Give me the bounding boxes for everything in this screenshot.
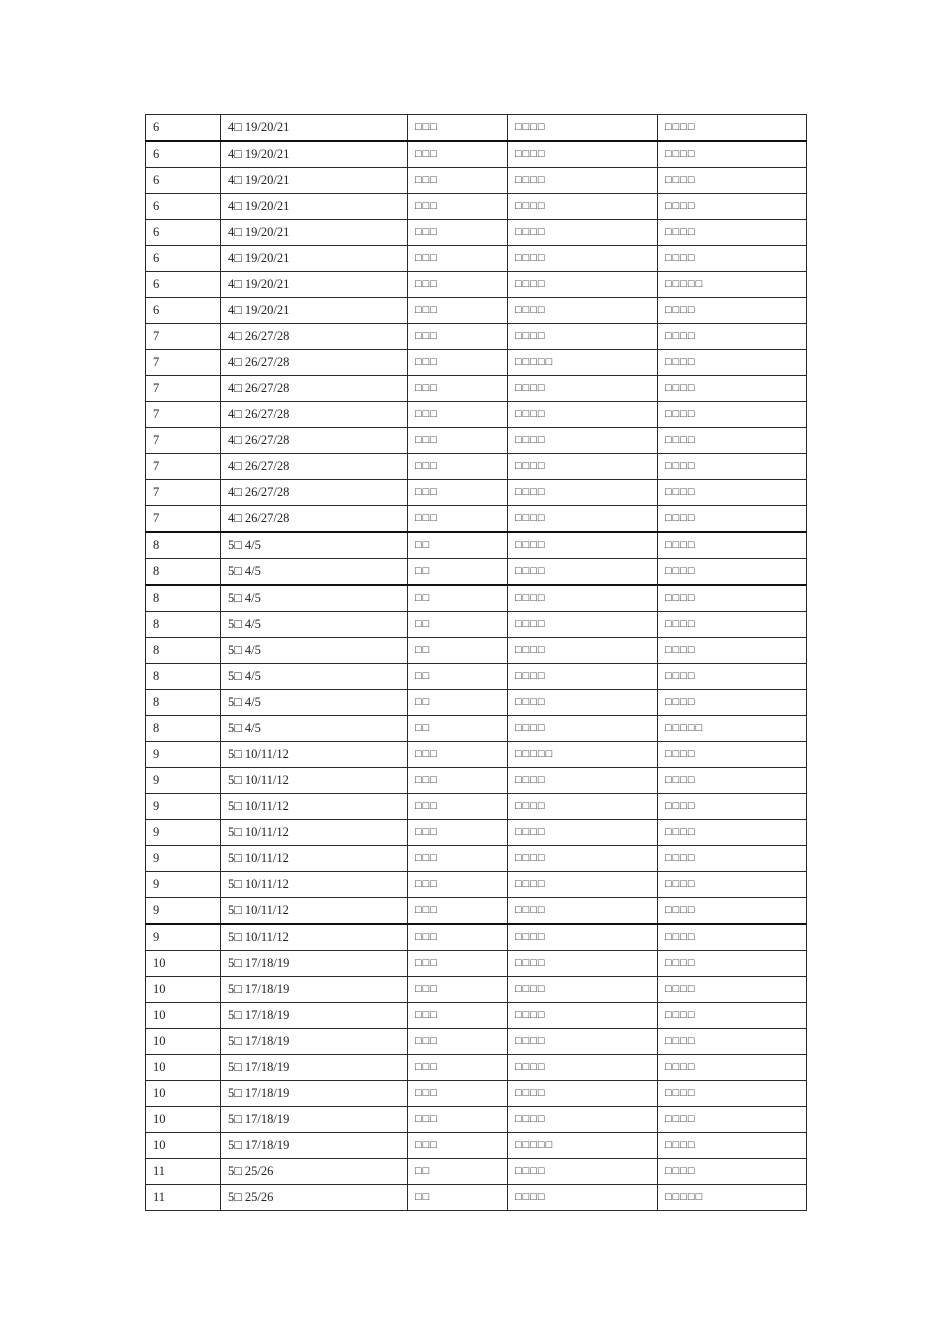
col4-cell: □□□□ [508,115,658,142]
col5-cell: □□□□□ [658,272,807,298]
date-cell: 5□ 17/18/19 [221,1081,408,1107]
table-row [146,872,807,898]
table-row [146,1107,807,1133]
table-row [146,1133,807,1159]
col4-cell: □□□□ [508,324,658,350]
col4-cell: □□□□ [508,898,658,925]
col5-cell: □□□□ [658,454,807,480]
date-cell: 4□ 19/20/21 [221,168,408,194]
table-row [146,350,807,376]
col3-cell: □□□ [408,1133,508,1159]
col3-cell: □□□ [408,246,508,272]
col3-cell: □□□ [408,350,508,376]
week-cell: 11 [146,1185,221,1211]
week-cell: 6 [146,220,221,246]
col4-cell: □□□□ [508,820,658,846]
table-row [146,664,807,690]
table-row [146,272,807,298]
col3-cell: □□ [408,664,508,690]
date-cell: 5□ 10/11/12 [221,924,408,951]
col4-cell: □□□□ [508,559,658,586]
week-cell: 7 [146,350,221,376]
col4-cell: □□□□ [508,454,658,480]
week-cell: 6 [146,141,221,168]
table-row [146,977,807,1003]
table-row [146,480,807,506]
col4-cell: □□□□□ [508,1133,658,1159]
week-cell: 6 [146,298,221,324]
col5-cell: □□□□□ [658,716,807,742]
col4-cell: □□□□ [508,846,658,872]
col4-cell: □□□□ [508,141,658,168]
col4-cell: □□□□□ [508,742,658,768]
col5-cell: □□□□ [658,480,807,506]
col4-cell: □□□□ [508,872,658,898]
date-cell: 5□ 4/5 [221,532,408,559]
date-cell: 5□ 10/11/12 [221,768,408,794]
week-cell: 10 [146,1133,221,1159]
col5-cell: □□□□ [658,846,807,872]
col5-cell: □□□□ [658,820,807,846]
week-cell: 6 [146,246,221,272]
col5-cell: □□□□ [658,977,807,1003]
col3-cell: □□□ [408,977,508,1003]
col3-cell: □□□ [408,1055,508,1081]
col4-cell: □□□□ [508,924,658,951]
week-cell: 9 [146,768,221,794]
col5-cell: □□□□ [658,1029,807,1055]
date-cell: 4□ 26/27/28 [221,428,408,454]
col5-cell: □□□□ [658,1107,807,1133]
table-row [146,115,807,142]
col4-cell: □□□□ [508,428,658,454]
week-cell: 7 [146,324,221,350]
table-row [146,716,807,742]
col5-cell: □□□□ [658,402,807,428]
date-cell: 4□ 26/27/28 [221,324,408,350]
week-cell: 8 [146,638,221,664]
col5-cell: □□□□ [658,324,807,350]
date-cell: 5□ 17/18/19 [221,1133,408,1159]
col5-cell: □□□□ [658,246,807,272]
col3-cell: □□□ [408,324,508,350]
table-row [146,690,807,716]
date-cell: 5□ 4/5 [221,690,408,716]
col3-cell: □□□ [408,924,508,951]
col4-cell: □□□□ [508,1029,658,1055]
week-cell: 11 [146,1159,221,1185]
col5-cell: □□□□ [658,1159,807,1185]
week-cell: 8 [146,532,221,559]
date-cell: 5□ 4/5 [221,716,408,742]
col3-cell: □□□ [408,506,508,533]
week-cell: 10 [146,1055,221,1081]
col4-cell: □□□□ [508,1055,658,1081]
table-row [146,768,807,794]
table-row [146,220,807,246]
date-cell: 5□ 4/5 [221,585,408,612]
week-cell: 9 [146,924,221,951]
col5-cell: □□□□ [658,141,807,168]
date-cell: 5□ 4/5 [221,638,408,664]
date-cell: 4□ 26/27/28 [221,454,408,480]
col5-cell: □□□□ [658,194,807,220]
table-row [146,846,807,872]
week-cell: 7 [146,454,221,480]
date-cell: 4□ 19/20/21 [221,220,408,246]
table-row [146,559,807,586]
date-cell: 5□ 10/11/12 [221,820,408,846]
week-cell: 6 [146,115,221,142]
col5-cell: □□□□ [658,872,807,898]
table-row [146,1055,807,1081]
table-row [146,820,807,846]
date-cell: 5□ 10/11/12 [221,742,408,768]
col3-cell: □□□ [408,454,508,480]
date-cell: 5□ 17/18/19 [221,1003,408,1029]
date-cell: 4□ 26/27/28 [221,480,408,506]
col5-cell: □□□□ [658,298,807,324]
col4-cell: □□□□ [508,1185,658,1211]
table-row [146,454,807,480]
col5-cell: □□□□ [658,376,807,402]
col4-cell: □□□□ [508,1107,658,1133]
table-row [146,506,807,533]
table-row [146,428,807,454]
col3-cell: □□ [408,690,508,716]
col3-cell: □□□ [408,846,508,872]
col4-cell: □□□□ [508,402,658,428]
week-cell: 7 [146,376,221,402]
col5-cell: □□□□ [658,768,807,794]
col5-cell: □□□□ [658,794,807,820]
col4-cell: □□□□ [508,951,658,977]
col5-cell: □□□□ [658,115,807,142]
date-cell: 4□ 26/27/28 [221,376,408,402]
date-cell: 5□ 10/11/12 [221,872,408,898]
col3-cell: □□□ [408,820,508,846]
table-row [146,951,807,977]
date-cell: 5□ 17/18/19 [221,1107,408,1133]
col3-cell: □□□ [408,872,508,898]
table-row [146,246,807,272]
col4-cell: □□□□ [508,1003,658,1029]
col4-cell: □□□□ [508,532,658,559]
col3-cell: □□ [408,638,508,664]
table-row [146,638,807,664]
week-cell: 6 [146,168,221,194]
date-cell: 5□ 17/18/19 [221,951,408,977]
schedule-table-body [146,115,807,1211]
col5-cell: □□□□ [658,220,807,246]
week-cell: 6 [146,194,221,220]
col5-cell: □□□□ [658,350,807,376]
week-cell: 8 [146,559,221,586]
week-cell: 10 [146,1029,221,1055]
col3-cell: □□□ [408,376,508,402]
table-row [146,1029,807,1055]
col5-cell: □□□□ [658,1133,807,1159]
table-row [146,742,807,768]
table-row [146,924,807,951]
col3-cell: □□ [408,716,508,742]
table-row [146,141,807,168]
col4-cell: □□□□ [508,690,658,716]
col3-cell: □□ [408,585,508,612]
col3-cell: □□□ [408,768,508,794]
week-cell: 7 [146,428,221,454]
week-cell: 6 [146,272,221,298]
table-row [146,585,807,612]
col5-cell: □□□□□ [658,1185,807,1211]
col3-cell: □□□ [408,115,508,142]
col5-cell: □□□□ [658,1003,807,1029]
col5-cell: □□□□ [658,924,807,951]
table-row [146,402,807,428]
col3-cell: □□□ [408,428,508,454]
week-cell: 9 [146,846,221,872]
week-cell: 10 [146,977,221,1003]
date-cell: 5□ 10/11/12 [221,846,408,872]
table-row [146,376,807,402]
table-row [146,1003,807,1029]
week-cell: 9 [146,872,221,898]
date-cell: 4□ 26/27/28 [221,402,408,428]
col3-cell: □□□ [408,1081,508,1107]
table-row [146,168,807,194]
week-cell: 8 [146,716,221,742]
col3-cell: □□□ [408,272,508,298]
table-row [146,298,807,324]
col4-cell: □□□□ [508,638,658,664]
date-cell: 5□ 4/5 [221,612,408,638]
date-cell: 5□ 17/18/19 [221,977,408,1003]
week-cell: 9 [146,794,221,820]
col4-cell: □□□□ [508,480,658,506]
col4-cell: □□□□ [508,298,658,324]
col4-cell: □□□□ [508,168,658,194]
col5-cell: □□□□ [658,1081,807,1107]
week-cell: 10 [146,1003,221,1029]
table-row [146,532,807,559]
table-row [146,1159,807,1185]
col3-cell: □□ [408,1185,508,1211]
date-cell: 5□ 25/26 [221,1159,408,1185]
col5-cell: □□□□ [658,690,807,716]
col4-cell: □□□□ [508,716,658,742]
col5-cell: □□□□ [658,664,807,690]
week-cell: 7 [146,506,221,533]
table-row [146,1081,807,1107]
week-cell: 7 [146,480,221,506]
table-row [146,324,807,350]
col5-cell: □□□□ [658,428,807,454]
week-cell: 8 [146,612,221,638]
col4-cell: □□□□ [508,585,658,612]
col4-cell: □□□□ [508,977,658,1003]
col5-cell: □□□□ [658,742,807,768]
date-cell: 4□ 19/20/21 [221,194,408,220]
col3-cell: □□□ [408,794,508,820]
date-cell: 4□ 19/20/21 [221,246,408,272]
col3-cell: □□□ [408,951,508,977]
date-cell: 4□ 19/20/21 [221,272,408,298]
schedule-table [145,114,807,1211]
col3-cell: □□□ [408,220,508,246]
table-row [146,898,807,925]
col5-cell: □□□□ [658,951,807,977]
col3-cell: □□□ [408,1029,508,1055]
col4-cell: □□□□ [508,376,658,402]
week-cell: 7 [146,402,221,428]
col5-cell: □□□□ [658,506,807,533]
col4-cell: □□□□□ [508,350,658,376]
col3-cell: □□□ [408,1003,508,1029]
date-cell: 5□ 10/11/12 [221,898,408,925]
col4-cell: □□□□ [508,768,658,794]
col4-cell: □□□□ [508,794,658,820]
week-cell: 8 [146,690,221,716]
table-row [146,1185,807,1211]
col4-cell: □□□□ [508,1081,658,1107]
col4-cell: □□□□ [508,194,658,220]
week-cell: 10 [146,951,221,977]
date-cell: 4□ 26/27/28 [221,350,408,376]
col4-cell: □□□□ [508,220,658,246]
date-cell: 4□ 26/27/28 [221,506,408,533]
table-row [146,794,807,820]
date-cell: 4□ 19/20/21 [221,141,408,168]
col3-cell: □□□ [408,1107,508,1133]
col3-cell: □□ [408,612,508,638]
col5-cell: □□□□ [658,585,807,612]
col3-cell: □□□ [408,402,508,428]
date-cell: 5□ 10/11/12 [221,794,408,820]
col5-cell: □□□□ [658,898,807,925]
col5-cell: □□□□ [658,559,807,586]
col3-cell: □□□ [408,194,508,220]
date-cell: 5□ 17/18/19 [221,1029,408,1055]
table-row [146,194,807,220]
col3-cell: □□□ [408,141,508,168]
week-cell: 10 [146,1081,221,1107]
week-cell: 8 [146,585,221,612]
col3-cell: □□□ [408,168,508,194]
week-cell: 9 [146,742,221,768]
date-cell: 5□ 4/5 [221,664,408,690]
date-cell: 4□ 19/20/21 [221,298,408,324]
col4-cell: □□□□ [508,506,658,533]
col4-cell: □□□□ [508,664,658,690]
date-cell: 5□ 25/26 [221,1185,408,1211]
date-cell: 5□ 4/5 [221,559,408,586]
table-row [146,612,807,638]
week-cell: 9 [146,898,221,925]
col5-cell: □□□□ [658,638,807,664]
date-cell: 4□ 19/20/21 [221,115,408,142]
col3-cell: □□ [408,532,508,559]
col3-cell: □□□ [408,480,508,506]
col5-cell: □□□□ [658,612,807,638]
col4-cell: □□□□ [508,612,658,638]
col3-cell: □□□ [408,742,508,768]
col3-cell: □□ [408,1159,508,1185]
col3-cell: □□□ [408,298,508,324]
col5-cell: □□□□ [658,1055,807,1081]
week-cell: 8 [146,664,221,690]
col4-cell: □□□□ [508,272,658,298]
week-cell: 9 [146,820,221,846]
date-cell: 5□ 17/18/19 [221,1055,408,1081]
col4-cell: □□□□ [508,1159,658,1185]
week-cell: 10 [146,1107,221,1133]
col3-cell: □□ [408,559,508,586]
col4-cell: □□□□ [508,246,658,272]
col5-cell: □□□□ [658,532,807,559]
col5-cell: □□□□ [658,168,807,194]
col3-cell: □□□ [408,898,508,925]
